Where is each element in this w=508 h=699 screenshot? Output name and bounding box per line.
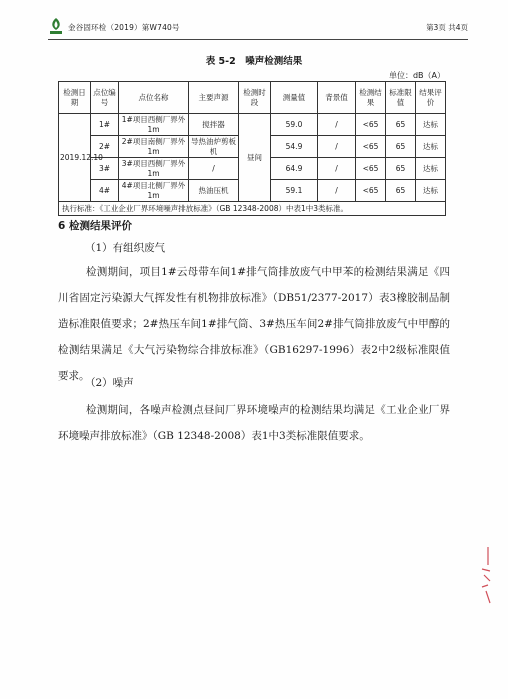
cell-value: 64.9 (271, 158, 318, 180)
cell-evaluation: 达标 (416, 114, 446, 136)
cell-point-name: 4#项目北侧厂界外1m (119, 180, 189, 202)
cell-source: 导热油炉剪板机 (189, 136, 239, 158)
col-header-limit: 标准限值 (386, 82, 416, 114)
table-header-row (59, 82, 446, 114)
cell-point-no: 2# (91, 136, 119, 158)
cell-evaluation: 达标 (416, 136, 446, 158)
paragraph-waste-gas: 检测期间，项目1#云母带车间1#排气筒排放废气中甲苯的检测结果满足《四川省固定污染源大气挥发性有机物排放标准》（DB51/2377-2017）表3橡胶制品制造标准限值要求；2#热压车间1#排气筒、3#热压车间2#排气筒排放废气中甲醇的检测结果满足《大气污染物综合排放标准》（GB16297-1996）表2中2级标准限值要求。 (58, 266, 450, 382)
cell-date: 2019.12.10 (59, 114, 91, 202)
cell-limit: 65 (386, 136, 416, 158)
paragraph-noise: 检测期间，各噪声检测点昼间厂界环境噪声的检测结果均满足《工业企业厂界环境噪声排放标准》（GB 12348-2008）表1中3类标准限值要求。 (58, 404, 450, 442)
cell-background: / (318, 158, 356, 180)
cell-limit: 65 (386, 180, 416, 202)
page-info: 第3页 共4页 (426, 23, 468, 32)
cell-point-name: 1#项目西侧厂界外1m (119, 114, 189, 136)
cell-background: / (318, 180, 356, 202)
cell-result: <65 (356, 180, 386, 202)
cell-point-no: 3# (91, 158, 119, 180)
col-header-source: 主要声源 (189, 82, 239, 114)
page-header (48, 17, 468, 40)
cell-result: <65 (356, 158, 386, 180)
noise-results-table (58, 81, 446, 216)
cell-point-name: 2#项目南侧厂界外1m (119, 136, 189, 158)
table-unit: 单位：dB（A） (388, 71, 445, 80)
cell-source: 热油压机 (189, 180, 239, 202)
cell-point-no: 1# (91, 114, 119, 136)
col-header-point-name: 点位名称 (119, 82, 189, 114)
col-header-value: 测量值 (271, 82, 318, 114)
section-title: 6 检测结果评价 (58, 220, 132, 232)
table-standard-row (59, 202, 446, 216)
cell-value: 59.1 (271, 180, 318, 202)
cell-point-no: 4# (91, 180, 119, 202)
report-number: 金谷固环检（2019）第W740号 (68, 23, 180, 32)
col-header-point-no: 点位编号 (91, 82, 119, 114)
col-header-result: 检测结果 (356, 82, 386, 114)
cell-limit: 65 (386, 158, 416, 180)
standard-note: 执行标准：《工业企业厂界环境噪声排放标准》（GB 12348-2008）中表1中3类标准。 (59, 202, 446, 216)
cell-result: <65 (356, 114, 386, 136)
cell-source: / (189, 158, 239, 180)
cell-result: <65 (356, 136, 386, 158)
cell-background: / (318, 136, 356, 158)
table-caption: 表 5-2 噪声检测结果 (205, 56, 303, 67)
col-header-period: 检测时段 (239, 82, 271, 114)
seal-stamp-fragment (478, 545, 492, 605)
cell-value: 54.9 (271, 136, 318, 158)
company-logo-icon (48, 17, 64, 35)
cell-point-name: 3#项目西侧厂界外1m (119, 158, 189, 180)
cell-evaluation: 达标 (416, 180, 446, 202)
cell-evaluation: 达标 (416, 158, 446, 180)
subsection-waste-gas: （1）有组织废气 (85, 242, 166, 254)
cell-limit: 65 (386, 114, 416, 136)
cell-period: 昼间 (239, 114, 271, 202)
subsection-noise: （2）噪声 (85, 377, 134, 389)
col-header-evaluation: 结果评价 (416, 82, 446, 114)
table-row (59, 114, 446, 136)
col-header-background: 背景值 (318, 82, 356, 114)
cell-background: / (318, 114, 356, 136)
cell-source: 搅拌器 (189, 114, 239, 136)
cell-value: 59.0 (271, 114, 318, 136)
col-header-date: 检测日期 (59, 82, 91, 114)
